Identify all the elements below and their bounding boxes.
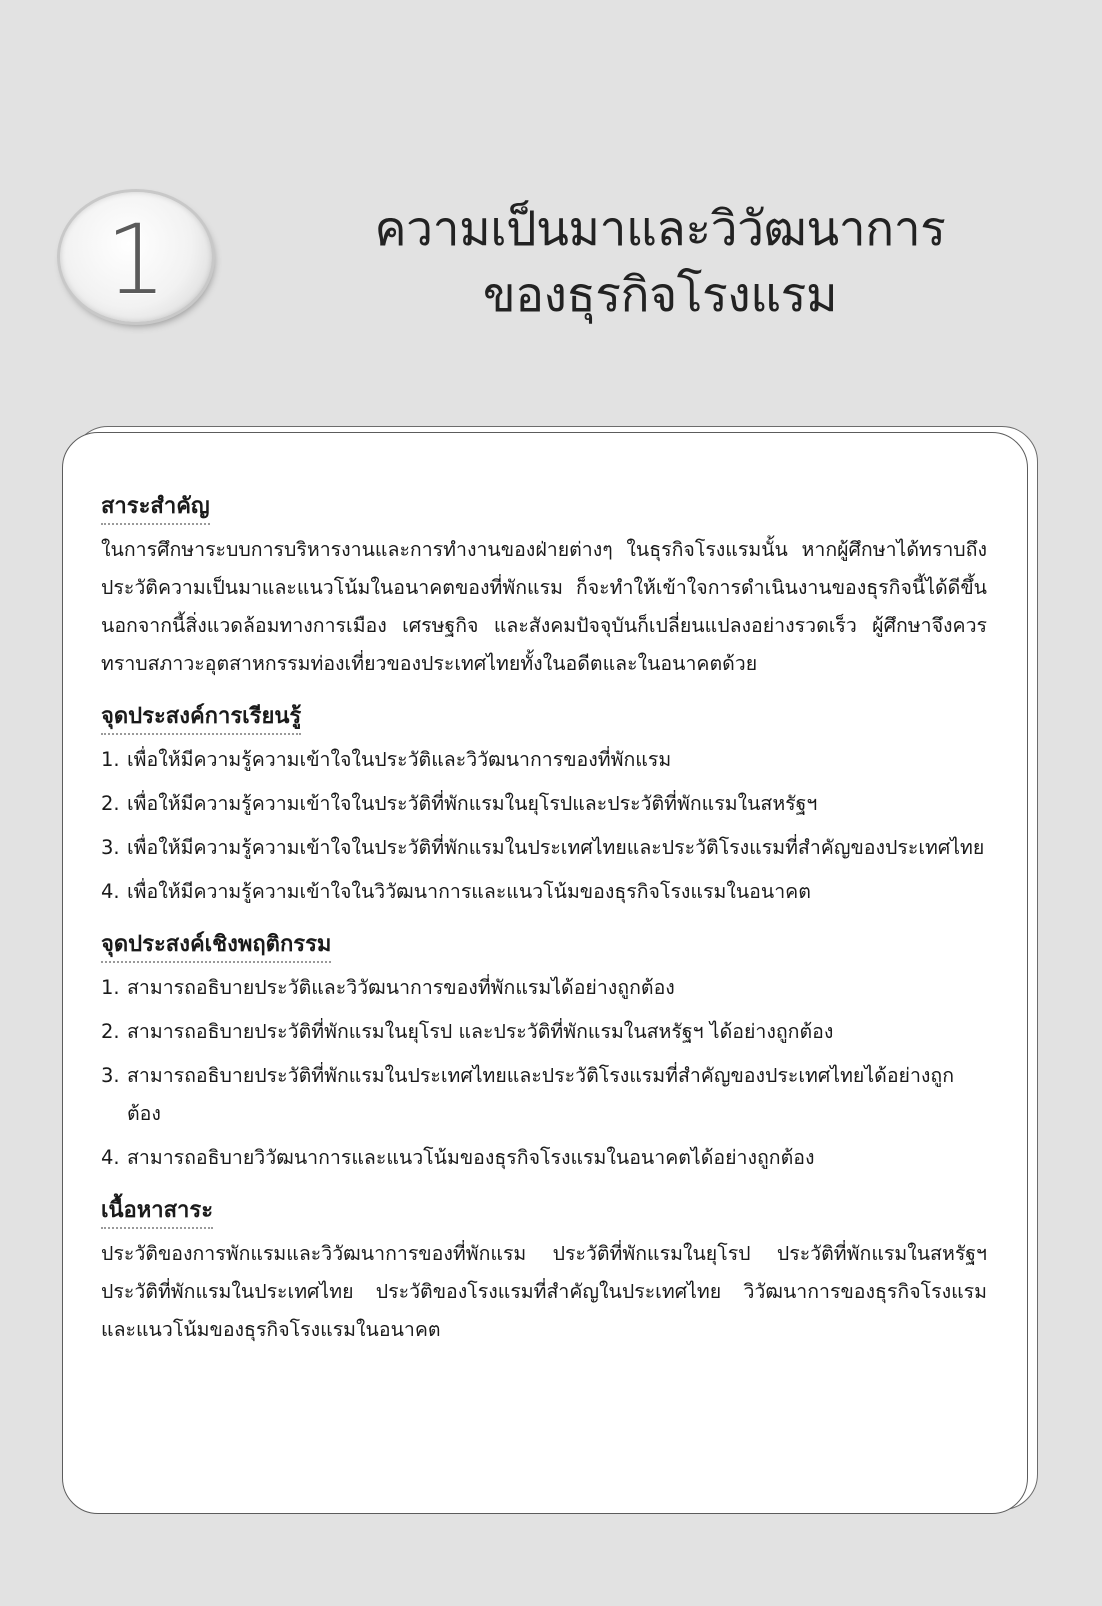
list-item-number: 2. xyxy=(101,792,120,815)
list-item-number: 3. xyxy=(101,836,120,859)
chapter-number-badge xyxy=(60,192,212,322)
content-card xyxy=(62,432,1028,1514)
behavioral-objectives-list xyxy=(101,969,987,1177)
list-item xyxy=(101,785,987,823)
chapter-number: 1 xyxy=(105,204,167,316)
list-item-number: 1. xyxy=(101,976,120,999)
list-item xyxy=(101,741,987,779)
list-item-number: 1. xyxy=(101,748,120,771)
learning-objectives-section xyxy=(101,701,987,911)
list-item-number: 4. xyxy=(101,1146,120,1169)
list-item-number: 2. xyxy=(101,1020,120,1043)
list-item-text: เพื่อให้มีความรู้ความเข้าใจในประวัติที่พักแรมในประเทศไทยและประวัติโรงแรมที่สำคัญของประเทศไทย xyxy=(127,836,985,859)
summary-text: ในการศึกษาระบบการบริหารงานและการทำงานของฝ่ายต่างๆ ในธุรกิจโรงแรมนั้น หากผู้ศึกษาได้ทราบถึงประวัติความเป็นมาและแนวโน้มในอนาคตของที่พักแรม ก็จะทำให้เข้าใจการดำเนินงานของธุรกิจนี้ได้ดีขึ้น นอกจากนี้สิ่งแวดล้อมทางการเมือง เศรษฐกิจ และสังคมปัจจุบันก็เปลี่ยนแปลงอย่างรวดเร็ว ผู้ศึกษาจึงควรทราบสภาวะอุตสาหกรรมท่องเที่ยวของประเทศไทยทั้งในอดีตและในอนาคตด้วย xyxy=(101,538,987,675)
list-item-text: สามารถอธิบายประวัติและวิวัฒนาการของที่พักแรมได้อย่างถูกต้อง xyxy=(127,976,675,999)
chapter-title-line-1: ความเป็นมาและวิวัฒนาการ xyxy=(374,201,946,257)
list-item xyxy=(101,1057,987,1133)
summary-section xyxy=(101,491,987,683)
list-item-text: สามารถอธิบายประวัติที่พักแรมในประเทศไทยและประวัติโรงแรมที่สำคัญของประเทศไทยได้อย่างถูกต้อง xyxy=(127,1064,955,1125)
list-item xyxy=(101,1013,987,1051)
list-item xyxy=(101,1139,987,1177)
list-item xyxy=(101,873,987,911)
list-item xyxy=(101,829,987,867)
content-section xyxy=(101,1195,987,1349)
list-item-text: เพื่อให้มีความรู้ความเข้าใจในวิวัฒนาการและแนวโน้มของธุรกิจโรงแรมในอนาคต xyxy=(127,880,811,903)
list-item xyxy=(101,969,987,1007)
behavioral-objectives-section xyxy=(101,929,987,1177)
list-item-text: สามารถอธิบายวิวัฒนาการและแนวโน้มของธุรกิจโรงแรมในอนาคตได้อย่างถูกต้อง xyxy=(127,1146,815,1169)
learning-objectives-list xyxy=(101,741,987,911)
content-heading: เนื้อหาสาระ xyxy=(101,1195,213,1229)
chapter-title-line-2: ของธุรกิจโรงแรม xyxy=(482,267,838,323)
learning-objectives-heading: จุดประสงค์การเรียนรู้ xyxy=(101,701,301,735)
list-item-text: เพื่อให้มีความรู้ความเข้าใจในประวัติและวิวัฒนาการของที่พักแรม xyxy=(127,748,672,771)
list-item-text: สามารถอธิบายประวัติที่พักแรมในยุโรป และประวัติที่พักแรมในสหรัฐฯ ได้อย่างถูกต้อง xyxy=(127,1020,834,1043)
behavioral-objectives-heading: จุดประสงค์เชิงพฤติกรรม xyxy=(101,929,331,963)
chapter-title xyxy=(250,196,1070,328)
content-text: ประวัติของการพักแรมและวิวัฒนาการของที่พักแรม ประวัติที่พักแรมในยุโรป ประวัติที่พักแรมในสหรัฐฯ ประวัติที่พักแรมในประเทศไทย ประวัติของโรงแรมที่สำคัญในประเทศไทย วิวัฒนาการของธุรกิจโรงแรม และแนวโน้มของธุรกิจโรงแรมในอนาคต xyxy=(101,1242,987,1341)
summary-heading: สาระสำคัญ xyxy=(101,491,210,525)
list-item-number: 3. xyxy=(101,1064,120,1087)
list-item-text: เพื่อให้มีความรู้ความเข้าใจในประวัติที่พักแรมในยุโรปและประวัติที่พักแรมในสหรัฐฯ xyxy=(127,792,818,815)
list-item-number: 4. xyxy=(101,880,120,903)
